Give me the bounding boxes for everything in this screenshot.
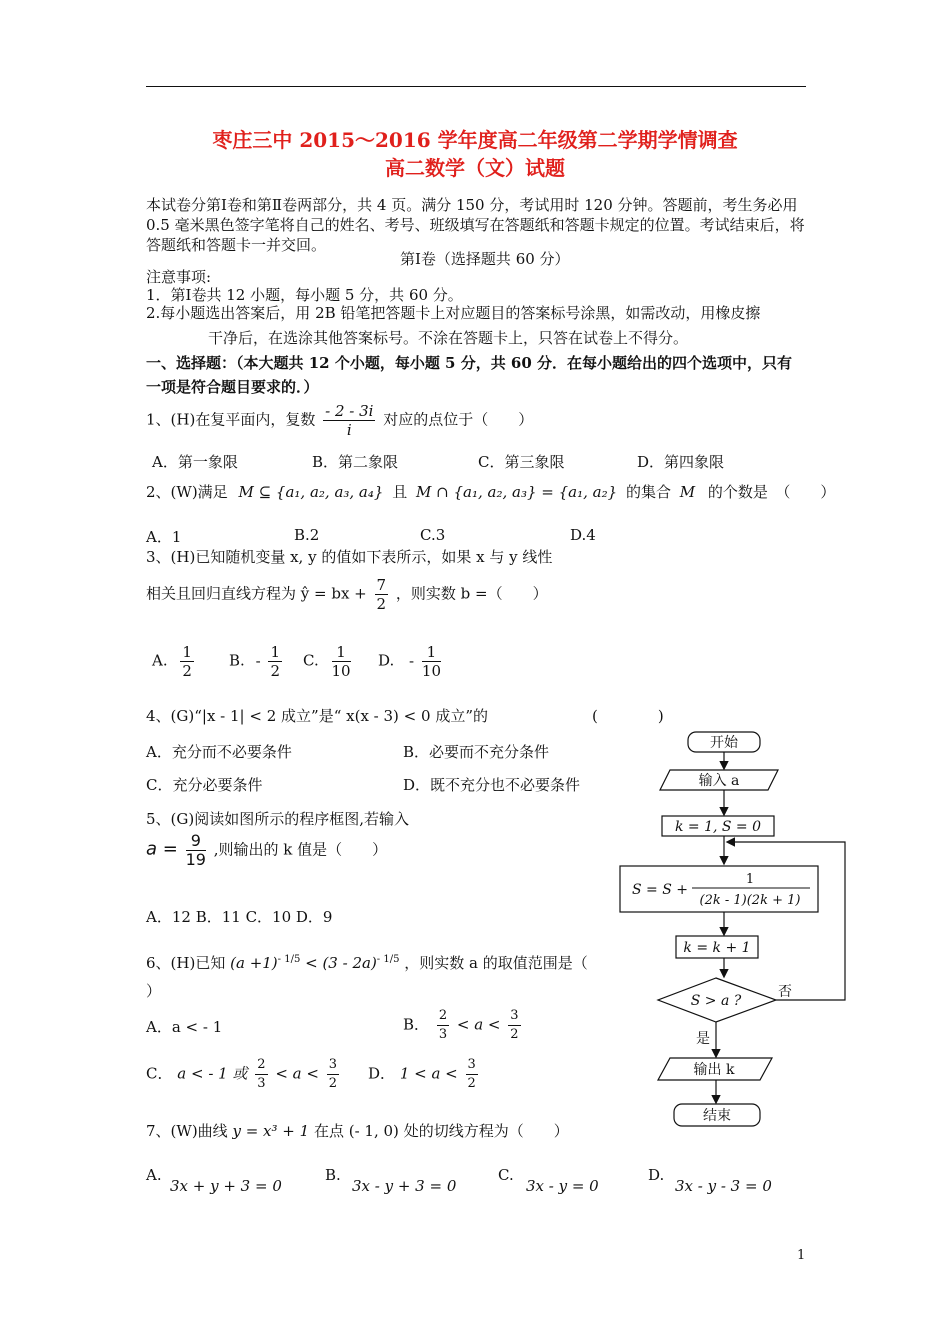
q6-base-1: (a +1)	[230, 954, 278, 972]
q6-prefix: 6、(H)已知	[146, 954, 226, 972]
intro-paragraph: 本试卷分第Ⅰ卷和第Ⅱ卷两部分，共 4 页。满分 150 分，考试用时 120 分钟。答题前，考生务必用 0.5 毫米黑色签字笔将自己的姓名、考号、班级填写在答题纸和答题卡规定的位置。考试结束后，将答题纸和答题卡一并交回。	[146, 196, 805, 254]
q3-equation: 相关且回归直线方程为 ŷ = bx +	[146, 584, 367, 603]
q2-set-variable: M	[679, 483, 696, 501]
question-3-line1: 3、(H)已知随机变量 x, y 的值如下表所示，如果 x 与 y 线性	[146, 548, 553, 566]
q6-b-num-2: 3	[508, 1007, 520, 1026]
note-1: 1．第Ⅰ卷共 12 小题，每小题 5 分，共 60 分。	[146, 286, 463, 304]
question-5-line2	[146, 832, 387, 869]
q6-d-frac	[466, 1056, 478, 1093]
q2-tail: 的个数是 （ ）	[707, 483, 836, 501]
q7-option-b-label: B.	[325, 1166, 341, 1184]
q1-numerator: - 2 - 3i	[325, 402, 374, 420]
flow-output-label: 输出 k	[693, 1062, 735, 1078]
q3-b-label: B.	[229, 651, 245, 670]
q7-option-d: 3x - y - 3 = 0	[675, 1177, 772, 1195]
q6-base-2: (3 - 2a)	[322, 954, 377, 972]
q3-fraction	[375, 576, 389, 613]
question-4: 4、(G)“|x - 1| < 2 成立”是“ x(x - 3) < 0 成立”的	[146, 707, 488, 725]
q3-c-num: 1	[332, 643, 351, 662]
q3-d-den: 10	[421, 662, 441, 680]
q2-option-b: B.2	[294, 526, 320, 544]
part-title: 第Ⅰ卷（选择题共 60 分）	[400, 250, 570, 268]
flow-update-k-label: k = k + 1	[683, 940, 751, 956]
q6-c-label: C．	[146, 1064, 173, 1083]
q4-answer-paren: ( )	[592, 707, 664, 725]
q6-d-prefix: 1 < a <	[399, 1064, 458, 1083]
q3-b-num: 1	[270, 643, 280, 661]
q6-less-than: <	[305, 954, 318, 972]
q1-option-d: D．第四象限	[637, 453, 725, 471]
q6-d-label: D．	[368, 1064, 396, 1083]
exam-subtitle: 高二数学（文）试题	[385, 156, 565, 180]
section-heading-line1: 一、选择题：（本大题共 12 个小题，每小题 5 分，共 60 分．在每小题给出的四个选项中，只有	[146, 354, 793, 372]
flow-start-label: 开始	[710, 735, 738, 751]
q6-suffix: ，则实数 a 的取值范围是（	[404, 954, 588, 972]
flow-update-s-den: (2k - 1)(2k + 1)	[699, 893, 801, 908]
q3-d-frac	[422, 643, 441, 680]
q1-fraction	[323, 402, 375, 439]
q3-c-frac	[332, 643, 351, 680]
q2-option-d: D.4	[570, 526, 596, 544]
q6-c-num-1: 2	[255, 1056, 267, 1075]
q5-a-var: a =	[146, 838, 178, 860]
q6-exponent-2: - 1/5	[376, 954, 400, 965]
q2-option-a: A．1	[146, 528, 182, 546]
q2-prefix: 2、(W)满足	[146, 483, 228, 501]
question-2	[146, 481, 835, 502]
section-heading-line2: 一项是符合题目要求的．）	[146, 378, 319, 396]
q7-prefix: 7、(W)曲线	[146, 1122, 228, 1140]
page-number: 1	[797, 1248, 806, 1263]
note-2-line2: 干净后，在选涂其他答案标号。不涂在答题卡上，只答在试卷上不得分。	[208, 329, 689, 347]
q6-option-a: A．a < - 1	[146, 1018, 223, 1036]
q6-close-paren: ）	[146, 982, 162, 1000]
note-2-line1: 2.每小题选出答案后，用 2B 铅笔把答题卡上对应题目的答案标号涂黑，如需改动，用橡皮擦	[146, 304, 761, 322]
q3-suffix: ，则实数 b =（ ）	[395, 584, 548, 603]
q2-option-c: C.3	[420, 526, 446, 544]
q6-b-den-1: 3	[438, 1027, 448, 1042]
q6-b-label: B．	[403, 1015, 430, 1034]
q6-c-frac-2	[327, 1056, 339, 1093]
q1-suffix: 对应的点位于（ ）	[383, 410, 534, 429]
q3-d-sign: -	[409, 651, 415, 670]
q6-b-frac-2	[508, 1007, 520, 1044]
q3-frac-den: 2	[376, 595, 387, 613]
q3-a-frac	[180, 643, 194, 680]
q7-curve: y = x³ + 1	[232, 1122, 310, 1140]
q7-option-c: 3x - y = 0	[526, 1177, 599, 1195]
q6-c-frac-1	[255, 1056, 267, 1093]
q6-b-num-1: 2	[437, 1007, 449, 1026]
q2-and: 且	[392, 483, 408, 501]
q5-options: A．12 B．11 C．10 D．9	[146, 908, 333, 926]
flow-update-s-prefix: S = S +	[632, 882, 688, 898]
q3-option-c	[303, 643, 354, 680]
q3-b-sign: -	[255, 651, 261, 670]
q2-suffix: 的集合	[625, 483, 671, 501]
q3-c-den: 10	[331, 662, 351, 680]
q1-prefix: 1、(H)在复平面内，复数	[146, 410, 316, 429]
q1-option-c: C．第三象限	[478, 453, 565, 471]
q5-den: 19	[185, 850, 206, 869]
q6-d-den: 2	[467, 1076, 476, 1091]
question-3-line2	[146, 576, 548, 613]
q3-b-frac	[268, 643, 282, 680]
q3-a-den: 2	[182, 662, 192, 680]
q3-frac-num: 7	[376, 576, 387, 594]
q7-option-a-label: A.	[146, 1166, 162, 1184]
q6-option-c	[146, 1056, 342, 1093]
flow-yes-label: 是	[696, 1031, 710, 1047]
q1-denominator: i	[346, 421, 352, 439]
question-1	[146, 402, 533, 439]
q4-option-d: D．既不充分也不必要条件	[403, 776, 581, 794]
q4-option-c: C．充分必要条件	[146, 776, 263, 794]
q3-b-den: 2	[270, 662, 280, 680]
flowchart	[600, 720, 860, 1140]
q6-c-den-1: 3	[257, 1076, 266, 1091]
q7-option-d-label: D.	[648, 1166, 665, 1184]
q2-set-condition-1: M ⊆ {a₁, a₂, a₃, a₄}	[238, 483, 384, 501]
q7-option-b: 3x - y + 3 = 0	[352, 1177, 457, 1195]
q7-point: (- 1, 0)	[348, 1122, 399, 1140]
q7-option-a: 3x + y + 3 = 0	[170, 1177, 282, 1195]
q3-d-num: 1	[422, 643, 441, 662]
flow-no-label: 否	[778, 984, 792, 1000]
q6-b-den-2: 2	[510, 1027, 519, 1042]
q7-option-c-label: C.	[498, 1166, 514, 1184]
q2-set-condition-2: M ∩ {a₁, a₂, a₃} = {a₁, a₂}	[416, 483, 618, 501]
q3-a-num: 1	[182, 643, 192, 661]
q4-option-b: B．必要而不充分条件	[403, 743, 550, 761]
q4-option-a: A．充分而不必要条件	[146, 743, 292, 761]
question-6	[146, 940, 588, 973]
q6-b-middle: < a <	[456, 1015, 501, 1034]
q6-c-middle: < a <	[275, 1064, 319, 1083]
q6-option-b	[403, 1007, 524, 1044]
q5-fraction	[186, 832, 206, 869]
q6-c-num-2: 3	[327, 1056, 339, 1075]
q7-middle: 在点	[313, 1122, 344, 1140]
q3-option-b	[229, 643, 285, 680]
q5-num: 9	[186, 832, 206, 851]
q5-suffix: ,则输出的 k 值是（ ）	[213, 840, 388, 859]
exam-title: 枣庄三中 2015～2016 学年度高二年级第二学期学情调查	[212, 128, 738, 152]
q6-d-num: 3	[466, 1056, 478, 1075]
notes-heading: 注意事项:	[146, 268, 212, 286]
flow-init-label: k = 1, S = 0	[674, 819, 762, 835]
q3-option-d	[378, 643, 444, 680]
q6-exponent-1: - 1/5	[277, 954, 301, 965]
q3-option-a	[152, 643, 197, 680]
q1-option-b: B．第二象限	[312, 453, 399, 471]
q6-c-prefix: a < - 1 或	[177, 1064, 248, 1083]
q6-option-d	[368, 1056, 481, 1093]
question-7	[146, 1108, 569, 1141]
q7-suffix: 处的切线方程为（ ）	[403, 1122, 569, 1140]
q6-c-den-2: 2	[328, 1076, 337, 1091]
q3-d-label: D.	[378, 651, 395, 670]
flow-update-s-num: 1	[745, 872, 755, 887]
q6-b-frac-1	[437, 1007, 449, 1044]
flow-end-label: 结束	[703, 1108, 731, 1124]
flow-input-label: 输入 a	[698, 773, 740, 789]
question-5-line1: 5、(G)阅读如图所示的程序框图,若输入	[146, 810, 409, 828]
q3-c-label: C.	[303, 651, 319, 670]
q3-a-label: A.	[152, 651, 168, 670]
q1-option-a: A．第一象限	[152, 453, 238, 471]
header-rule	[146, 86, 806, 87]
flow-condition-label: S > a ?	[690, 993, 742, 1009]
